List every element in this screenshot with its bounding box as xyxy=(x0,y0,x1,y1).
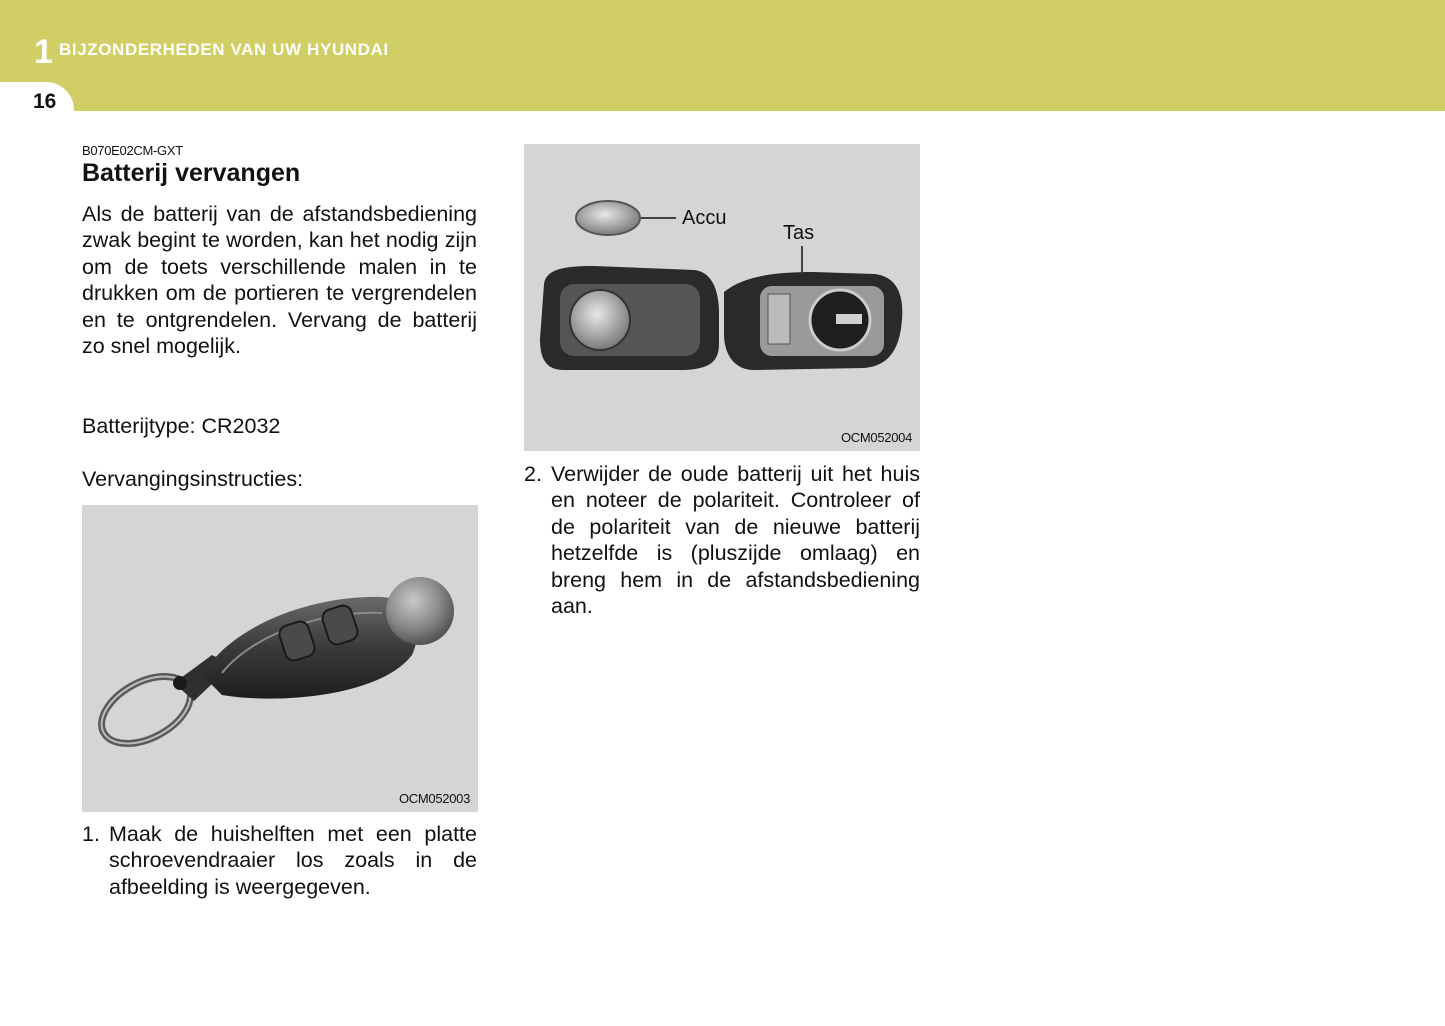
step-text: Maak de huishelften met een platte schroevendraaier los zoals in de afbeelding is weergegeven. xyxy=(109,822,477,899)
chapter-title: BIJZONDERHEDEN VAN UW HYUNDAI xyxy=(59,40,389,59)
section-title: Batterij vervangen xyxy=(82,159,301,187)
accu-label: Accu xyxy=(682,207,727,229)
figure-code: OCM052004 xyxy=(840,430,912,445)
figure-key-fob-opening xyxy=(82,505,478,812)
battery-coin-icon xyxy=(576,201,640,235)
step-number: 1. xyxy=(82,822,100,846)
opened-fob-illustration xyxy=(524,144,920,451)
battery-type: Batterijtype: CR2032 xyxy=(82,414,281,438)
step-number: 2. xyxy=(524,462,542,486)
section-code: B070E02CM-GXT xyxy=(82,143,183,158)
figure-code: OCM052003 xyxy=(398,791,470,806)
tas-label: Tas xyxy=(783,222,815,244)
page-number: 16 xyxy=(33,90,57,113)
instructions-label: Vervangingsinstructies: xyxy=(82,467,304,491)
battery-holder-icon xyxy=(570,290,630,350)
key-fob-illustration xyxy=(82,505,478,812)
chapter-number: 1 xyxy=(34,33,53,71)
intro-paragraph: Als de batterij van de afstandsbediening zwak begint te worden, kan het nodig zijn om de toets verschillende malen in te drukken om de portieren te vergrendelen en te ontgrendelen. Vervang de batterij zo snel mogelijk. xyxy=(82,202,477,359)
screwdriver-handle-icon xyxy=(386,577,454,645)
step-text: Verwijder de oude batterij uit het huis en noteer de polariteit. Controleer of de polariteit van de nieuwe batterij hetzelfde is (pluszijde omlaag) en breng hem in de afstandsbediening aan. xyxy=(551,462,920,619)
figure-opened-fob xyxy=(524,144,920,451)
